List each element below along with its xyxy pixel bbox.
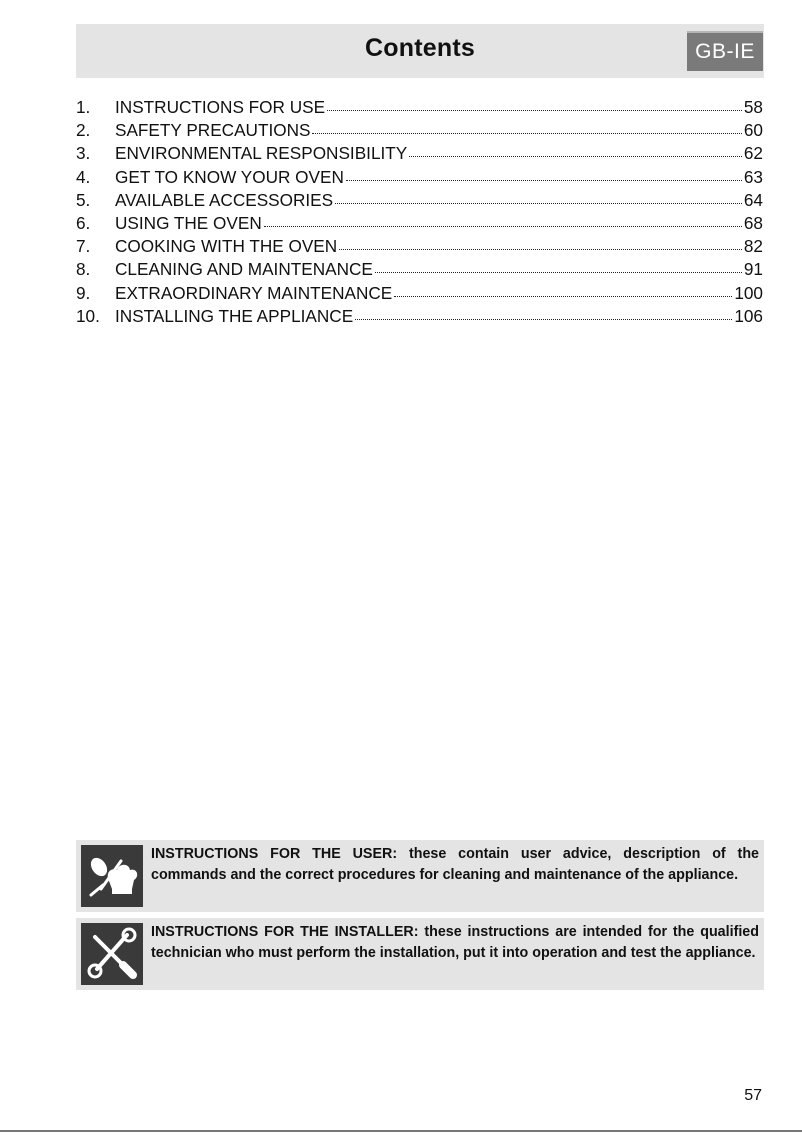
toc-entry-title: EXTRAORDINARY MAINTENANCE bbox=[115, 282, 393, 303]
toc-entry-page: 106 bbox=[734, 305, 763, 326]
toc-entry[interactable] bbox=[76, 142, 763, 165]
toc-leader-dots bbox=[375, 272, 742, 273]
header-bar bbox=[76, 24, 764, 78]
toc-entry-number: 4. bbox=[76, 166, 91, 187]
installer-instructions-note bbox=[76, 918, 764, 990]
toc-leader-dots bbox=[394, 296, 732, 297]
toc-leader-dots bbox=[335, 203, 742, 204]
page-number: 57 bbox=[744, 1087, 762, 1104]
page-title: Contents bbox=[365, 34, 475, 62]
toc-entry[interactable] bbox=[76, 282, 763, 305]
table-of-contents bbox=[76, 96, 763, 328]
toc-entry-page: 63 bbox=[743, 166, 763, 187]
toc-entry[interactable] bbox=[76, 235, 763, 258]
toc-entry-page: 58 bbox=[743, 97, 763, 117]
toc-entry[interactable] bbox=[76, 166, 763, 189]
toc-entry-title: CLEANING AND MAINTENANCE bbox=[115, 259, 373, 280]
toc-entry-title: INSTRUCTIONS FOR USE bbox=[115, 97, 326, 117]
toc-entry-title: ENVIRONMENTAL RESPONSIBILITY bbox=[115, 143, 408, 164]
toc-leader-dots bbox=[264, 226, 742, 227]
toc-entry[interactable] bbox=[76, 258, 763, 281]
toc-entry-number: 5. bbox=[76, 189, 91, 210]
toc-entry-title: INSTALLING THE APPLIANCE bbox=[115, 305, 354, 326]
toc-entry-title: SAFETY PRECAUTIONS bbox=[115, 120, 311, 141]
toc-entry[interactable] bbox=[76, 96, 763, 119]
installer-instructions-text: INSTRUCTIONS FOR THE INSTALLER: these instructions are intended for the qualified technician who must perform the installation, put it into operation and test the appliance. bbox=[151, 924, 759, 961]
toc-leader-dots bbox=[355, 319, 732, 320]
footer-divider bbox=[0, 1130, 802, 1132]
toc-entry[interactable] bbox=[76, 305, 763, 328]
toc-entry-number: 7. bbox=[76, 236, 91, 257]
toc-leader-dots bbox=[339, 249, 742, 250]
toc-entry-page: 91 bbox=[743, 259, 763, 280]
toc-entry[interactable] bbox=[76, 119, 763, 142]
toc-entry-number: 10. bbox=[76, 305, 100, 326]
user-instructions-text: INSTRUCTIONS FOR THE USER: these contain user advice, description of the commands and the correct procedures for cleaning and maintenance of the appliance. bbox=[151, 846, 759, 883]
user-instructions-note bbox=[76, 840, 764, 912]
toc-entry-number: 3. bbox=[76, 143, 91, 164]
toc-leader-dots bbox=[327, 110, 742, 111]
toc-entry-page: 82 bbox=[743, 236, 763, 257]
toc-entry-title: AVAILABLE ACCESSORIES bbox=[115, 189, 334, 210]
toc-entry[interactable] bbox=[76, 212, 763, 235]
toc-entry-page: 68 bbox=[743, 212, 763, 233]
toc-entry-number: 9. bbox=[76, 282, 91, 303]
toc-entry-number: 1. bbox=[76, 97, 91, 117]
toc-leader-dots bbox=[346, 180, 742, 181]
toc-leader-dots bbox=[312, 133, 741, 134]
toc-entry-number: 6. bbox=[76, 212, 91, 233]
toc-entry-page: 64 bbox=[743, 189, 763, 210]
toc-entry-page: 100 bbox=[734, 282, 763, 303]
toc-entry-page: 62 bbox=[743, 143, 763, 164]
toc-entry-number: 2. bbox=[76, 120, 91, 141]
toc-entry-title: COOKING WITH THE OVEN bbox=[115, 236, 338, 257]
language-badge: GB-IE bbox=[687, 31, 763, 71]
toc-entry-title: GET TO KNOW YOUR OVEN bbox=[115, 166, 344, 187]
toc-leader-dots bbox=[409, 156, 742, 157]
toc-entry-number: 8. bbox=[76, 259, 91, 280]
wrench-screwdriver-icon bbox=[81, 923, 143, 985]
toc-entry-page: 60 bbox=[743, 120, 763, 141]
chef-hat-spoon-icon bbox=[81, 845, 143, 907]
toc-entry-title: USING THE OVEN bbox=[115, 212, 262, 233]
toc-entry[interactable] bbox=[76, 189, 763, 212]
